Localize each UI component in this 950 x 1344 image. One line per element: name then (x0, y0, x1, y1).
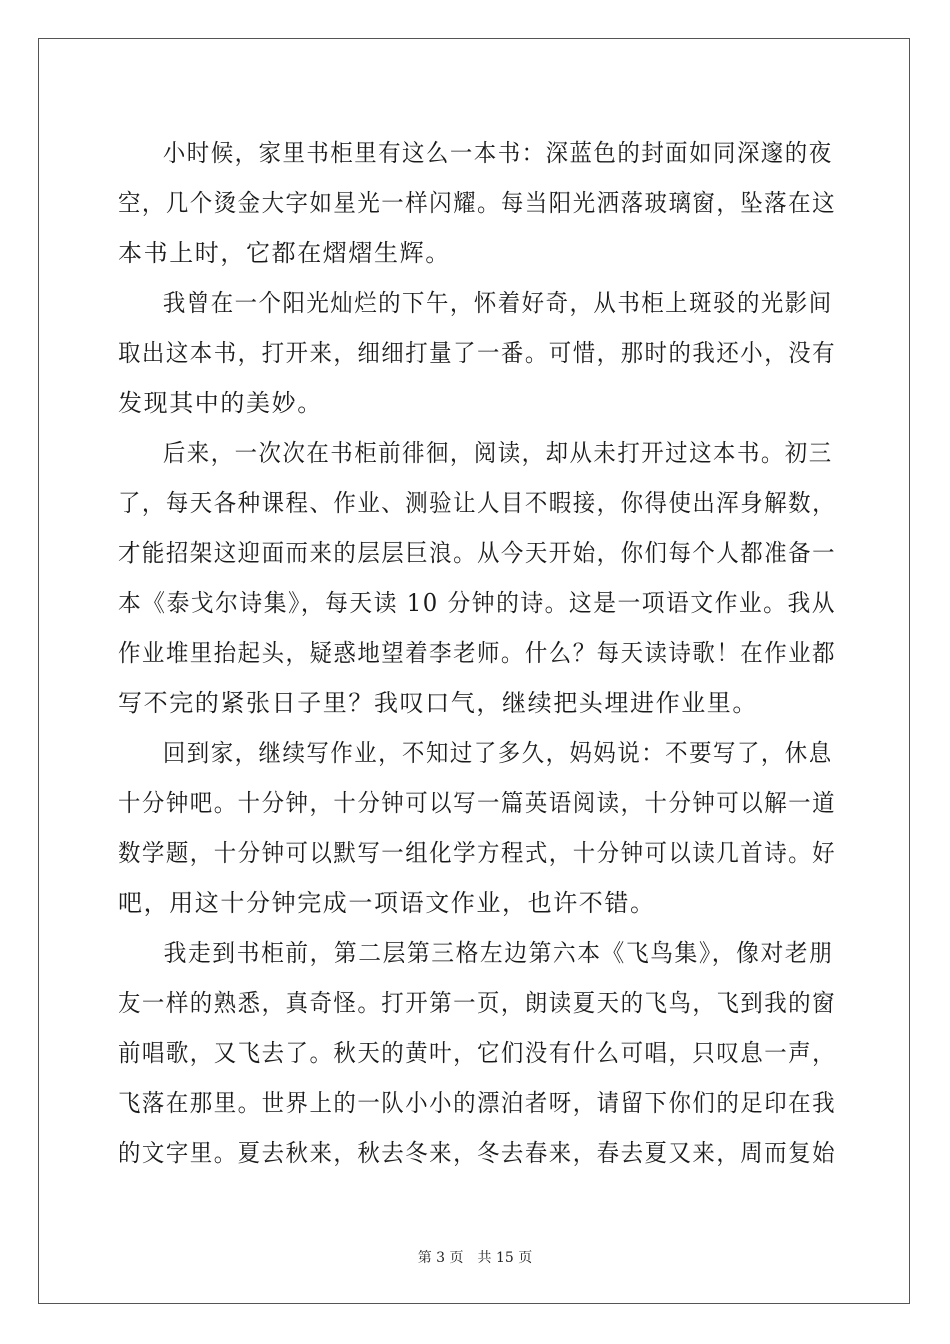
text-line: 写不完的紧张日子里？我叹口气，继续把头埋进作业里。 (118, 689, 758, 717)
paragraph (118, 128, 836, 278)
text-line: 回到家，继续写作业，不知过了多久，妈妈说：不要写了，休息 (162, 739, 833, 767)
text-line: 前唱歌，又飞去了。秋天的黄叶，它们没有什么可唱，只叹息一声， (118, 1039, 837, 1067)
text-line: 吧，用这十分钟完成一项语文作业，也许不错。 (118, 889, 656, 917)
paragraph (118, 428, 836, 728)
paragraph (118, 928, 836, 1178)
text-line: 数学题，十分钟可以默写一组化学方程式，十分钟可以读几首诗。好 (118, 839, 837, 867)
text-line: 后来，一次次在书柜前徘徊，阅读，却从未打开过这本书。初三 (162, 439, 833, 467)
text-line: 取出这本书，打开来，细细打量了一番。可惜，那时的我还小，没有 (118, 339, 837, 367)
text-line: 友一样的熟悉，真奇怪。打开第一页，朗读夏天的飞鸟，飞到我的窗 (118, 989, 837, 1017)
text-line: 了，每天各种课程、作业、测验让人目不暇接，你得使出浑身解数， (118, 489, 837, 517)
page-number: 第 3 页 (417, 1250, 464, 1266)
paragraph (118, 278, 836, 428)
text-line: 作业堆里抬起头，疑惑地望着李老师。什么？每天读诗歌！在作业都 (118, 639, 837, 667)
text-line: 发现其中的美妙。 (118, 389, 323, 417)
text-line: 空，几个烫金大字如星光一样闪耀。每当阳光洒落玻璃窗，坠落在这 (118, 189, 837, 217)
text-line: 本书上时，它都在熠熠生辉。 (118, 239, 451, 267)
text-line: 的文字里。夏去秋来，秋去冬来，冬去春来，春去夏又来，周而复始 (118, 1139, 837, 1167)
page-footer (0, 1247, 950, 1267)
text-line: 本《泰戈尔诗集》，每天读 10 分钟的诗。这是一项语文作业。我从 (118, 589, 837, 617)
total-pages: 共 15 页 (477, 1250, 533, 1266)
text-line: 我走到书柜前，第二层第三格左边第六本《飞鸟集》，像对老朋 (163, 939, 834, 967)
document-body (118, 128, 836, 1178)
text-line: 才能招架这迎面而来的层层巨浪。从今天开始，你们每个人都准备一 (118, 539, 837, 567)
paragraph (118, 728, 836, 928)
text-line: 小时候，家里书柜里有这么一本书：深蓝色的封面如同深邃的夜 (162, 139, 833, 167)
text-line: 我曾在一个阳光灿烂的下午，怀着好奇，从书柜上斑驳的光影间 (162, 289, 833, 317)
text-line: 飞落在那里。世界上的一队小小的漂泊者呀，请留下你们的足印在我 (118, 1089, 837, 1117)
text-line: 十分钟吧。十分钟，十分钟可以写一篇英语阅读，十分钟可以解一道 (118, 789, 837, 817)
